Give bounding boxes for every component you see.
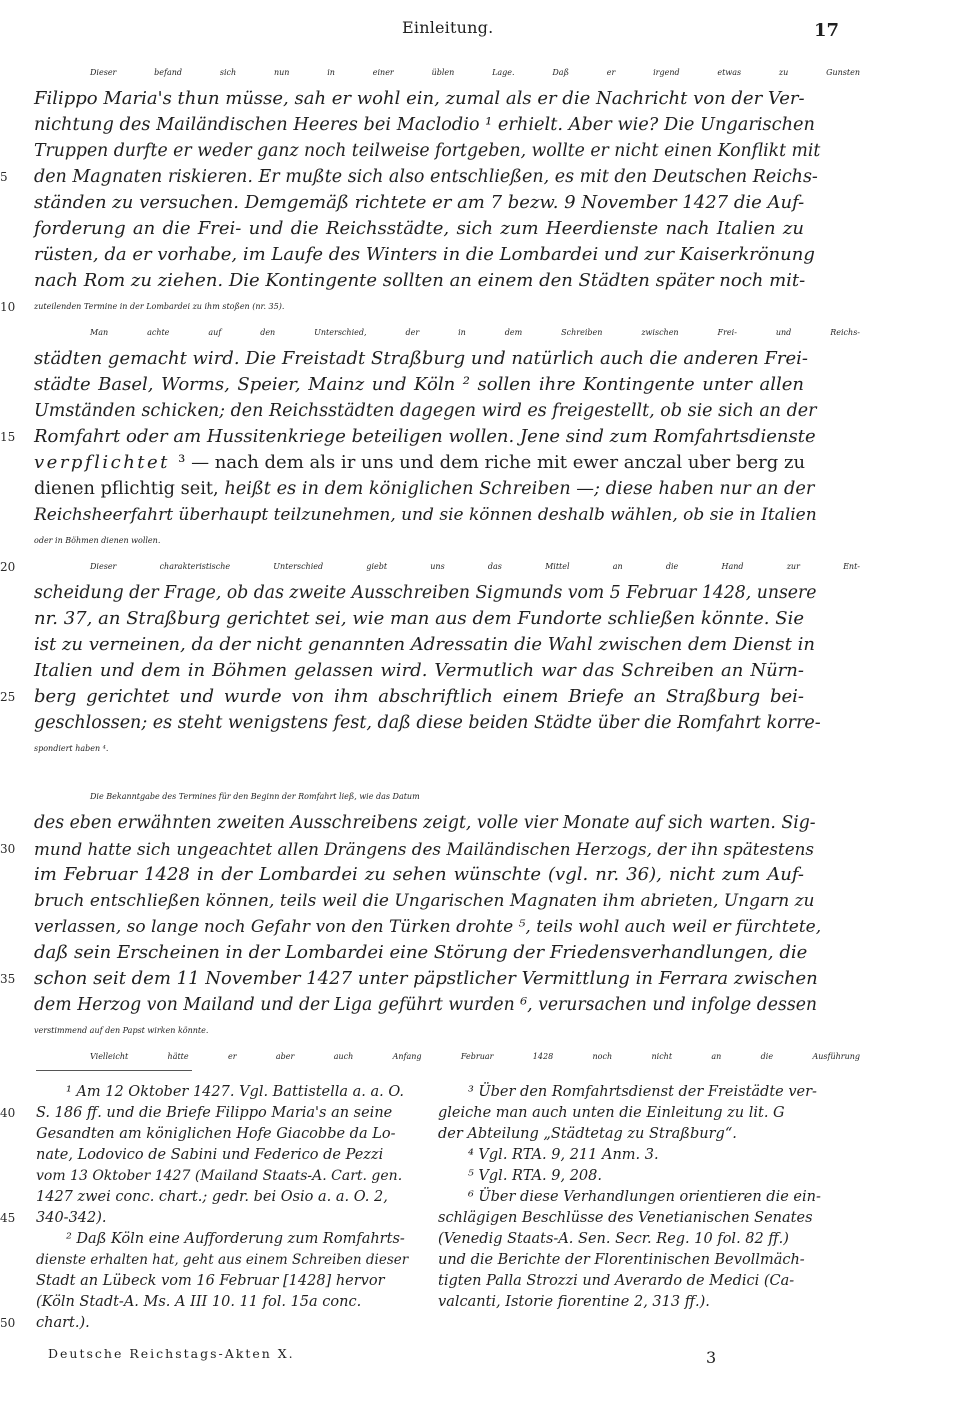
line-number: 15: [0, 430, 16, 444]
fn-right-line: [438, 1124, 828, 1145]
body-line-text: Man achte auf den Unterschied, der in dem Schreiben zwischen Frei- und Reichs-: [90, 328, 860, 337]
body-line: [0, 294, 834, 320]
fn-right-line: [438, 1145, 828, 1166]
body-line-text: nr. 37, an Straßburg gerichtet sei, wie man aus dem Fundorte schließen könnte. Sie: [34, 608, 804, 629]
body-line-text: nichtung des Mailändischen Heeres bei Maclodio ¹ erhielt. Aber wie? Die Ungarischen: [34, 115, 815, 135]
fn-right-line: [438, 1103, 828, 1124]
body-line-text: Reichsheerfahrt überhaupt teilzunehmen, und sie können deshalb wählen, ob sie in Italien: [34, 505, 817, 525]
body-line: [34, 606, 804, 632]
fn-right-line: [438, 1166, 828, 1187]
body-line-text: Umständen schicken; den Reichsstädten dagegen wird es freigestellt, ob sie sich an der: [34, 401, 817, 421]
body-line: [34, 112, 815, 138]
fn-right-line: [438, 1187, 828, 1208]
body-line-text: verstimmend auf den Papst wirken könnte.: [34, 1026, 209, 1035]
line-number: 25: [0, 690, 16, 704]
body-line-text: Dieser charakteristische Unterschied giebt uns das Mittel an die Hand zur Ent-: [90, 562, 860, 571]
body-line-text: Vielleicht hätte er aber auch Anfang Februar 1428 noch nicht an die Ausführung: [90, 1052, 860, 1061]
body-line: [34, 320, 860, 346]
body-line: [0, 966, 818, 992]
fn-left-line: [36, 1292, 406, 1313]
body-line-text: oder in Böhmen dienen wollen.: [34, 536, 161, 545]
signature-mark: 3: [706, 1348, 717, 1367]
fn-right-line: [438, 1208, 828, 1229]
fn-left-line: [36, 1145, 406, 1166]
fn-left-line-text: chart.).: [36, 1315, 90, 1331]
line-number: 45: [0, 1211, 16, 1225]
body-line: [34, 450, 804, 476]
body-line-text: berg gerichtet und wurde von ihm abschriftlich einem Briefe an Straßburg bei-: [34, 686, 804, 707]
body-line: [34, 762, 860, 810]
body-line: [34, 138, 821, 164]
fn-left-line-text: ² Daß Köln eine Aufforderung zum Romfahrts-: [66, 1231, 405, 1247]
body-line: [0, 684, 804, 710]
body-line-text: mund hatte sich ungeachtet allen Drängens des Mailändischen Herzogs, der ihn spätestens: [34, 839, 815, 859]
line-number: 35: [0, 972, 16, 986]
fn-left-line-text: 1427 zwei conc. chart.; gedr. bei Osio a. a. O. 2,: [36, 1189, 388, 1205]
body-line-text: nach Rom zu ziehen. Die Kontingente sollten an einem den Städten später noch mit-: [34, 270, 806, 291]
body-line-text: Romfahrt oder am Hussitenkriege beteiligen wollen. Jene sind zum Romfahrtsdienste: [34, 426, 816, 447]
body-line: [0, 554, 860, 580]
fn-left-line-text: S. 186 ff. und die Briefe Filippo Maria's an seine: [36, 1105, 393, 1121]
body-line-text: Filippo Maria's thun müsse, sah er wohl ein, zumal als er die Nachricht von der Ver-: [34, 88, 805, 109]
fn-left-line-text: vom 13 Oktober 1427 (Mailand Staats-A. Cart. gen.: [36, 1168, 403, 1184]
body-line-text: dienen pflichtig seit, heißt es in dem königlichen Schreiben —; diese haben nur an der: [34, 479, 815, 499]
fn-left-line-text: Stadt an Lübeck vom 16 Februar [1428] hervor: [36, 1273, 385, 1289]
page-number: 17: [814, 20, 840, 41]
body-line: [34, 190, 804, 216]
fn-right-line-text: schlägigen Beschlüsse des Venetianischen Senates: [438, 1210, 813, 1226]
body-line-text: Truppen durfte er weder ganz noch teilweise fortgeben, wollte er nicht einen Konflikt mit: [34, 141, 821, 161]
body-line-text: daß sein Erscheinen in der Lombardei eine Störung der Friedensverhandlungen, die: [34, 942, 808, 963]
body-line-text: verpflichtet ³ — nach dem als ir uns und dem riche mit ewer anczal uber berg zu: [34, 452, 806, 473]
body-line: [34, 268, 804, 294]
imprint: Deutsche Reichstags-Akten X.: [48, 1346, 295, 1361]
body-line: [34, 476, 815, 502]
body-line-text: rüsten, da er vorhabe, im Laufe des Winters in die Lombardei und zur Kaiserkrönung: [34, 244, 815, 265]
body-line-text: ist zu verneinen, da der nicht genannten Adressatin die Wahl zwischen dem Dienst in: [34, 634, 815, 655]
line-number: 30: [0, 842, 16, 856]
body-line-text: geschlossen; es steht wenigstens fest, daß diese beiden Städte über die Romfahrt korre-: [34, 713, 821, 733]
footnote-rule: [36, 1070, 192, 1071]
fn-right-line-text: tigten Palla Strozzi und Averardo de Medici (Ca-: [438, 1273, 795, 1289]
fn-right-line: [438, 1250, 828, 1271]
fn-right-line-text: gleiche man auch unten die Einleitung zu lit. G: [438, 1105, 785, 1121]
body-line: [34, 940, 808, 966]
fn-right-line-text: ⁴ Vgl. RTA. 9, 211 Anm. 3.: [468, 1147, 659, 1163]
body-line: [34, 242, 815, 268]
fn-right-line-text: ⁶ Über diese Verhandlungen orientieren die ein-: [468, 1189, 821, 1205]
body-line-text: im Februar 1428 in der Lombardei zu sehen wünschte (vgl. nr. 36), nicht zum Auf-: [34, 864, 804, 885]
body-line: [34, 1044, 860, 1070]
body-line-text: städte Basel, Worms, Speier, Mainz und Köln ² sollen ihre Kontingente unter allen: [34, 374, 804, 395]
body-line-text: Dieser befand sich nun in einer üblen Lage. Daß er irgend etwas zu Gunsten: [90, 68, 860, 77]
body-line: [0, 836, 815, 862]
fn-right-line-text: ³ Über den Romfahrtsdienst der Freistädte ver-: [468, 1084, 817, 1100]
body-line: [34, 86, 804, 112]
body-line-text: des eben erwähnten zweiten Ausschreibens zeigt, volle vier Monate auf sich warten. Sig-: [34, 813, 816, 833]
fn-right-line-text: valcanti, Istorie fiorentine 2, 313 ff.).: [438, 1294, 710, 1310]
running-head: Einleitung.: [402, 18, 494, 37]
line-number: 50: [0, 1316, 16, 1330]
body-line: [34, 992, 818, 1018]
fn-left-line: [36, 1166, 406, 1187]
body-line-text: verlassen, so lange noch Gefahr von den Türken drohte ⁵, teils wohl auch weil er fürchtete,: [34, 917, 822, 937]
body-line-text: dem Herzog von Mailand und der Liga geführt wurden ⁶, verursachen und infolge dessen: [34, 995, 818, 1015]
fn-left-line: [36, 1229, 406, 1250]
fn-left-line: [0, 1103, 406, 1124]
line-number: 40: [0, 1106, 16, 1120]
body-line: [34, 60, 860, 86]
fn-left-line-text: dienste erhalten hat, geht aus einem Schreiben dieser: [36, 1252, 409, 1268]
fn-left-line-text: (Köln Stadt-A. Ms. A III 10. 11 fol. 15a conc.: [36, 1294, 362, 1310]
body-line: [34, 810, 816, 836]
body-line-text: städten gemacht wird. Die Freistadt Straßburg und natürlich auch die anderen Frei-: [34, 348, 809, 369]
fn-left-line: [36, 1271, 406, 1292]
footnotes-right-column: [438, 1082, 828, 1313]
fn-right-line: [438, 1292, 828, 1313]
body-line: [0, 424, 816, 450]
fn-right-line-text: (Venedig Staats-A. Sen. Secr. Reg. 10 fol. 82 ff.): [438, 1231, 789, 1247]
page-header: [0, 18, 960, 48]
body-text: [0, 60, 860, 1070]
body-line: [34, 1018, 834, 1044]
body-line: [34, 372, 804, 398]
body-line-text: forderung an die Frei- und die Reichsstädte, sich zum Heerdienste nach Italien zu: [34, 218, 804, 239]
body-line: [34, 888, 815, 914]
body-line: [34, 658, 804, 684]
line-number: 10: [0, 300, 16, 314]
body-line-text: schon seit dem 11 November 1427 unter päpstlicher Vermittlung in Ferrara zwischen: [34, 968, 818, 989]
body-line-text: scheidung der Frage, ob das zweite Ausschreiben Sigmunds vom 5 Februar 1428, unsere: [34, 583, 817, 603]
fn-left-line: [36, 1187, 406, 1208]
fn-right-line-text: der Abteilung „Städtetag zu Straßburg“.: [438, 1126, 737, 1142]
body-line: [34, 398, 817, 424]
body-line: [0, 164, 818, 190]
body-line-text: ständen zu versuchen. Demgemäß richtete er am 7 bezw. 9 November 1427 die Auf-: [34, 192, 805, 213]
fn-left-line: [36, 1250, 409, 1271]
body-line: [34, 216, 804, 242]
body-line: [34, 528, 834, 554]
body-line-text: zuteilenden Termine in der Lombardei zu ihm stoßen (nr. 35).: [34, 302, 285, 311]
body-line: [34, 346, 809, 372]
body-line: [34, 632, 815, 658]
fn-right-line: [438, 1271, 828, 1292]
body-line: [34, 736, 834, 762]
body-line: [34, 862, 804, 888]
fn-left-line: [36, 1082, 406, 1103]
body-line-text: spondiert haben ⁴.: [34, 744, 109, 753]
fn-left-line-text: ¹ Am 12 Oktober 1427. Vgl. Battistella a. a. O.: [66, 1084, 405, 1100]
fn-right-line: [438, 1082, 828, 1103]
body-line-text: Die Bekanntgabe des Termines für den Beginn der Romfahrt ließ, wie das Datum: [90, 792, 420, 801]
body-line-text: Italien und dem in Böhmen gelassen wird. Vermutlich war das Schreiben an Nürn-: [34, 660, 804, 681]
fn-right-line-text: ⁵ Vgl. RTA. 9, 208.: [468, 1168, 602, 1184]
footnotes-left-column: [0, 1082, 409, 1334]
body-line: [34, 502, 817, 528]
fn-left-line: [0, 1313, 406, 1334]
fn-left-line-text: 340-342).: [36, 1210, 107, 1226]
body-line: [34, 580, 817, 606]
fn-left-line-text: Gesandten am königlichen Hofe Giacobbe da Lo-: [36, 1126, 396, 1142]
fn-left-line-text: nate, Lodovico de Sabini und Federico de Pezzi: [36, 1147, 384, 1163]
line-number: 20: [0, 560, 16, 574]
fn-right-line: [438, 1229, 828, 1250]
body-line-text: den Magnaten riskieren. Er mußte sich also entschließen, es mit den Deutschen Reichs-: [34, 167, 818, 187]
body-line-text: bruch entschließen können, teils weil die Ungarischen Magnaten ihm abrieten, Ungarn zu: [34, 891, 815, 911]
fn-left-line: [36, 1124, 406, 1145]
fn-right-line-text: und die Berichte der Florentinischen Bevollmäch-: [438, 1252, 805, 1268]
body-line: [34, 914, 822, 940]
fn-left-line: [0, 1208, 406, 1229]
body-line: [34, 710, 821, 736]
line-number: 5: [0, 170, 8, 184]
